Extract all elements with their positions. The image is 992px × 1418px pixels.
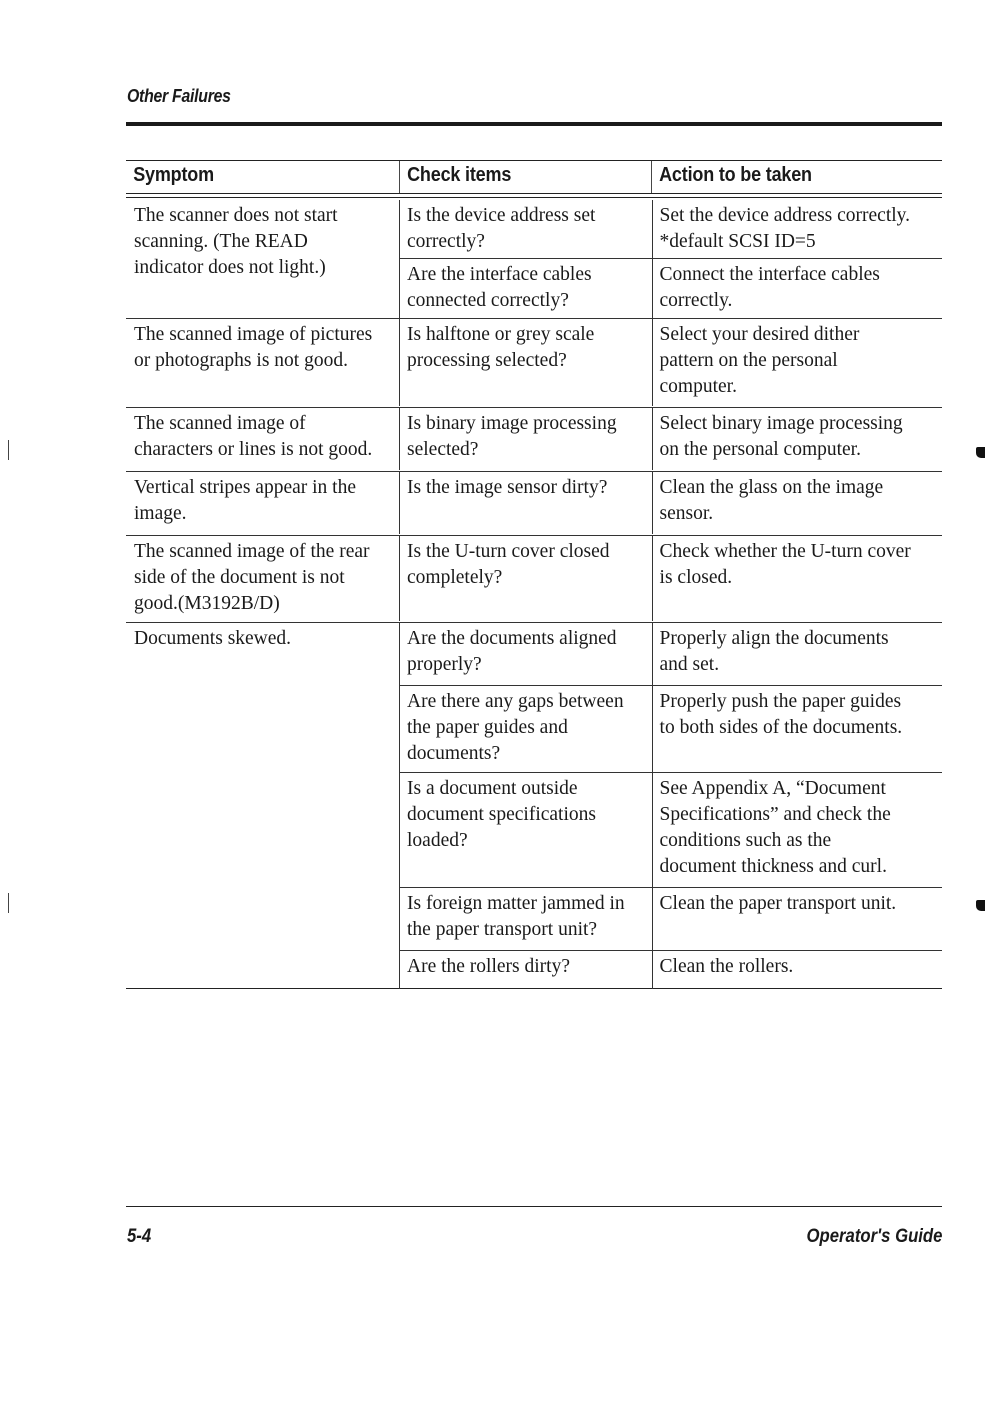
table-header-row xyxy=(126,161,942,193)
check-action-row xyxy=(399,536,942,621)
check-item-cell xyxy=(400,888,652,950)
action-text: See Appendix A, “Document Specifications” and check the conditions such as the document thickness and curl. xyxy=(659,778,891,877)
action-cell xyxy=(652,259,942,318)
symptom-cell xyxy=(126,200,399,318)
check-item-cell xyxy=(400,319,652,406)
check-item-cell xyxy=(400,200,652,258)
check-action-list xyxy=(399,536,942,622)
check-item-text: Is halftone or grey scale processing selected? xyxy=(407,324,595,371)
symptom-cell xyxy=(126,319,399,407)
action-text: Select binary image processing on the personal computer. xyxy=(659,413,903,460)
page-number: 5-4 xyxy=(127,1226,152,1247)
action-cell xyxy=(652,472,942,534)
check-item-cell xyxy=(400,686,652,772)
action-text: Select your desired dither pattern on the personal computer. xyxy=(659,324,860,397)
check-item-cell xyxy=(400,623,652,685)
symptom-text: The scanned image of characters or lines is not good. xyxy=(134,413,373,460)
table-row-group xyxy=(126,472,942,536)
action-text: Connect the interface cables correctly. xyxy=(659,264,880,311)
check-item-cell xyxy=(400,259,652,318)
check-item-text: Is the device address set correctly? xyxy=(407,205,596,252)
change-bar xyxy=(8,893,9,913)
action-text: Check whether the U-turn cover is closed. xyxy=(659,541,911,588)
check-item-cell xyxy=(400,472,652,534)
check-item-text: Are there any gaps between the paper guides and documents? xyxy=(407,691,624,764)
check-action-row xyxy=(399,319,942,406)
action-cell xyxy=(652,408,942,470)
action-cell xyxy=(652,200,942,258)
check-action-list xyxy=(399,408,942,471)
symptom-cell xyxy=(126,623,399,988)
check-action-list xyxy=(399,200,942,318)
check-action-list xyxy=(399,623,942,988)
table-row-group xyxy=(126,319,942,408)
check-action-row xyxy=(399,772,942,887)
change-bar xyxy=(8,440,9,460)
symptom-text: The scanner does not start scanning. (The READ indicator does not light.) xyxy=(134,205,338,278)
guide-title: Operator's Guide xyxy=(806,1226,942,1247)
column-header-check-items: Check items xyxy=(399,161,626,193)
symptom-text: Vertical stripes appear in the image. xyxy=(134,477,356,524)
check-item-text: Is the U-turn cover closed completely? xyxy=(407,541,610,588)
check-item-text: Are the rollers dirty? xyxy=(407,956,570,977)
check-item-text: Is foreign matter jammed in the paper transport unit? xyxy=(407,893,625,940)
symptom-cell xyxy=(126,408,399,471)
check-item-cell xyxy=(400,951,652,989)
check-item-text: Is a document outside document specifications loaded? xyxy=(407,778,596,851)
action-text: Properly align the documents and set. xyxy=(659,628,889,675)
symptom-cell xyxy=(126,536,399,622)
action-text: Clean the paper transport unit. xyxy=(659,893,897,914)
troubleshooting-table xyxy=(126,160,942,989)
check-action-row xyxy=(399,472,942,534)
section-title: Other Failures xyxy=(127,86,231,106)
action-cell xyxy=(652,773,942,887)
check-item-text: Are the interface cables connected correctly? xyxy=(407,264,592,311)
check-action-row xyxy=(399,685,942,772)
action-text: Properly push the paper guides to both sides of the documents. xyxy=(659,691,903,738)
check-action-row xyxy=(399,258,942,318)
check-action-list xyxy=(399,472,942,535)
action-cell xyxy=(652,951,942,989)
column-header-symptom: Symptom xyxy=(133,164,214,186)
check-item-text: Is binary image processing selected? xyxy=(407,413,617,460)
footer-rule xyxy=(126,1206,942,1207)
action-text: Set the device address correctly. *default SCSI ID=5 xyxy=(659,205,911,252)
check-action-row xyxy=(399,950,942,989)
check-item-text: Is the image sensor dirty? xyxy=(407,477,608,498)
symptom-cell xyxy=(126,472,399,535)
check-action-row xyxy=(399,200,942,258)
action-text: Clean the rollers. xyxy=(659,956,794,977)
check-item-cell xyxy=(400,536,652,621)
header-rule xyxy=(126,122,942,126)
action-cell xyxy=(652,686,942,772)
action-cell xyxy=(652,536,942,621)
table-row-group xyxy=(126,623,942,989)
header-double-rule xyxy=(126,193,942,198)
check-action-list xyxy=(399,319,942,407)
action-cell xyxy=(652,623,942,685)
table-row-group xyxy=(126,408,942,472)
table-row-group xyxy=(126,200,942,319)
action-text: Clean the glass on the image sensor. xyxy=(659,477,884,524)
check-item-cell xyxy=(400,773,652,887)
symptom-text: Documents skewed. xyxy=(134,628,292,649)
check-action-row xyxy=(399,887,942,950)
check-action-row xyxy=(399,408,942,470)
check-item-cell xyxy=(400,408,652,470)
table-row-group xyxy=(126,536,942,623)
margin-mark xyxy=(976,900,985,911)
action-cell xyxy=(652,319,942,406)
symptom-text: The scanned image of pictures or photographs is not good. xyxy=(134,324,373,371)
check-item-text: Are the documents aligned properly? xyxy=(407,628,617,675)
margin-mark xyxy=(976,447,985,458)
column-header-action: Action to be taken xyxy=(651,161,913,193)
check-action-row xyxy=(399,623,942,685)
symptom-text: The scanned image of the rear side of the document is not good.(M3192B/D) xyxy=(134,541,370,614)
action-cell xyxy=(652,888,942,950)
